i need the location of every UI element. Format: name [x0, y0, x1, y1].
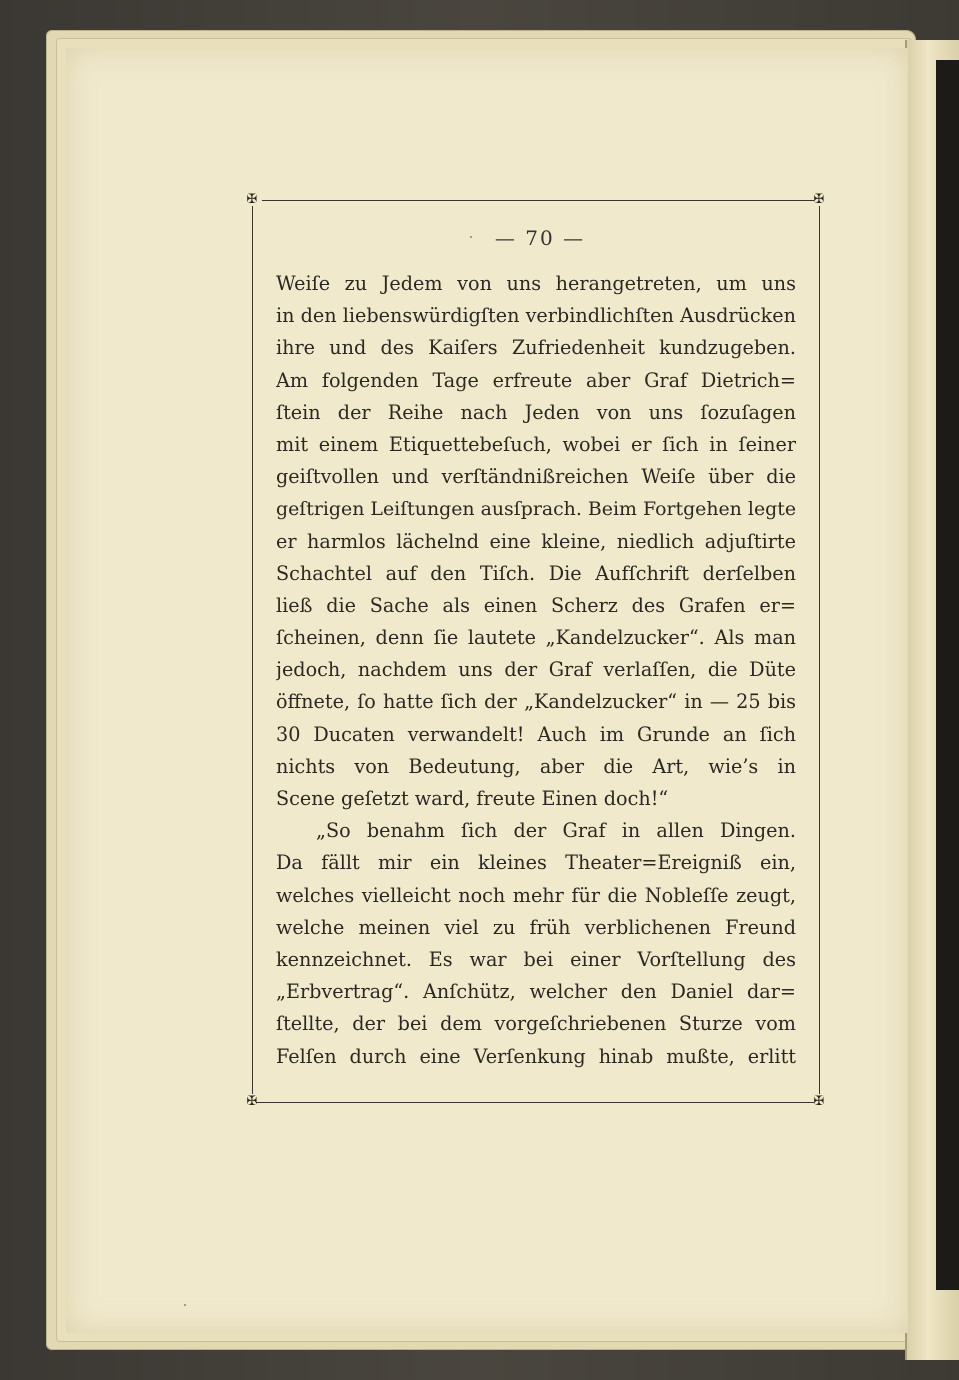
frame-corner-ornament-top-right: ✠	[813, 192, 825, 207]
text-line: „Erbvertrag“. Anſchütz, welcher den Daniel dar=	[276, 980, 796, 1004]
text-line: öffnete, ſo hatte ſich der „Kandelzucker“ in — 25 bis	[276, 690, 796, 714]
frame-bottom-rule	[256, 1102, 814, 1103]
text-line: ließ die Sache als einen Scherz des Grafen er=	[276, 593, 796, 617]
paper-speck	[184, 1304, 186, 1306]
text-line: ſtein der Reihe nach Jeden von uns ſozuſagen	[276, 400, 796, 424]
paper-speck	[470, 236, 472, 238]
text-line: er harmlos lächelnd eine kleine, niedlich adjuſtirte	[276, 529, 796, 553]
text-line: Scene geſetzt ward, freute Einen doch!“	[276, 787, 669, 810]
frame-corner-ornament-top-left: ✠	[246, 192, 258, 207]
text-line: ſcheinen, denn ſie lautete „Kandelzucker“. Als man	[276, 626, 796, 650]
frame-corner-ornament-bottom-left: ✠	[246, 1094, 258, 1109]
body-text	[276, 268, 796, 1073]
text-line: Schachtel auf den Tiſch. Die Aufſchrift derſelben	[276, 561, 796, 585]
text-line: „So benahm ſich der Graf in allen Dingen.	[316, 819, 796, 843]
frame-right-rule	[819, 206, 820, 1094]
text-line: geſtrigen Leiſtungen ausſprach. Beim Fortgehen legte	[276, 498, 796, 521]
text-line: mit einem Etiquettebeſuch, wobei er ſich in ſeiner	[276, 432, 796, 456]
text-line: welche meinen viel zu früh verblichenen Freund	[276, 915, 796, 939]
frame-left-rule	[252, 206, 253, 1094]
book-cover-edge	[936, 60, 959, 1290]
text-line: welches vielleicht noch mehr für die Nobleſſe zeugt,	[276, 883, 796, 907]
text-line: geiſtvollen und verſtändnißreichen Weiſe über die	[276, 465, 796, 489]
page-number: — 70 —	[494, 226, 586, 250]
text-line: Weiſe zu Jedem von uns herangetreten, um uns	[276, 272, 796, 295]
frame-corner-ornament-bottom-right: ✠	[813, 1094, 825, 1109]
text-line: 30 Ducaten verwandelt! Auch im Grunde an ſich	[276, 722, 796, 746]
frame-top-rule	[262, 200, 814, 201]
text-line: Felſen durch eine Verſenkung hinab mußte, erlitt	[276, 1044, 796, 1068]
text-line: Am folgenden Tage erfreute aber Graf Dietrich=	[276, 368, 796, 392]
text-line: ſtellte, der bei dem vorgeſchriebenen Sturze vom	[276, 1012, 796, 1036]
text-line: in den liebenswürdigſten verbindlichſten Ausdrücken	[276, 304, 796, 328]
text-line: Da fällt mir ein kleines Theater=Ereigniß ein,	[276, 851, 796, 875]
text-line: ihre und des Kaiſers Zufriedenheit kundzugeben.	[276, 336, 796, 360]
text-line: kennzeichnet. Es war bei einer Vorſtellung des	[276, 947, 796, 971]
text-line: jedoch, nachdem uns der Graf verlaſſen, die Düte	[276, 658, 796, 682]
text-line: nichts von Bedeutung, aber die Art, wie’s in	[276, 754, 796, 778]
